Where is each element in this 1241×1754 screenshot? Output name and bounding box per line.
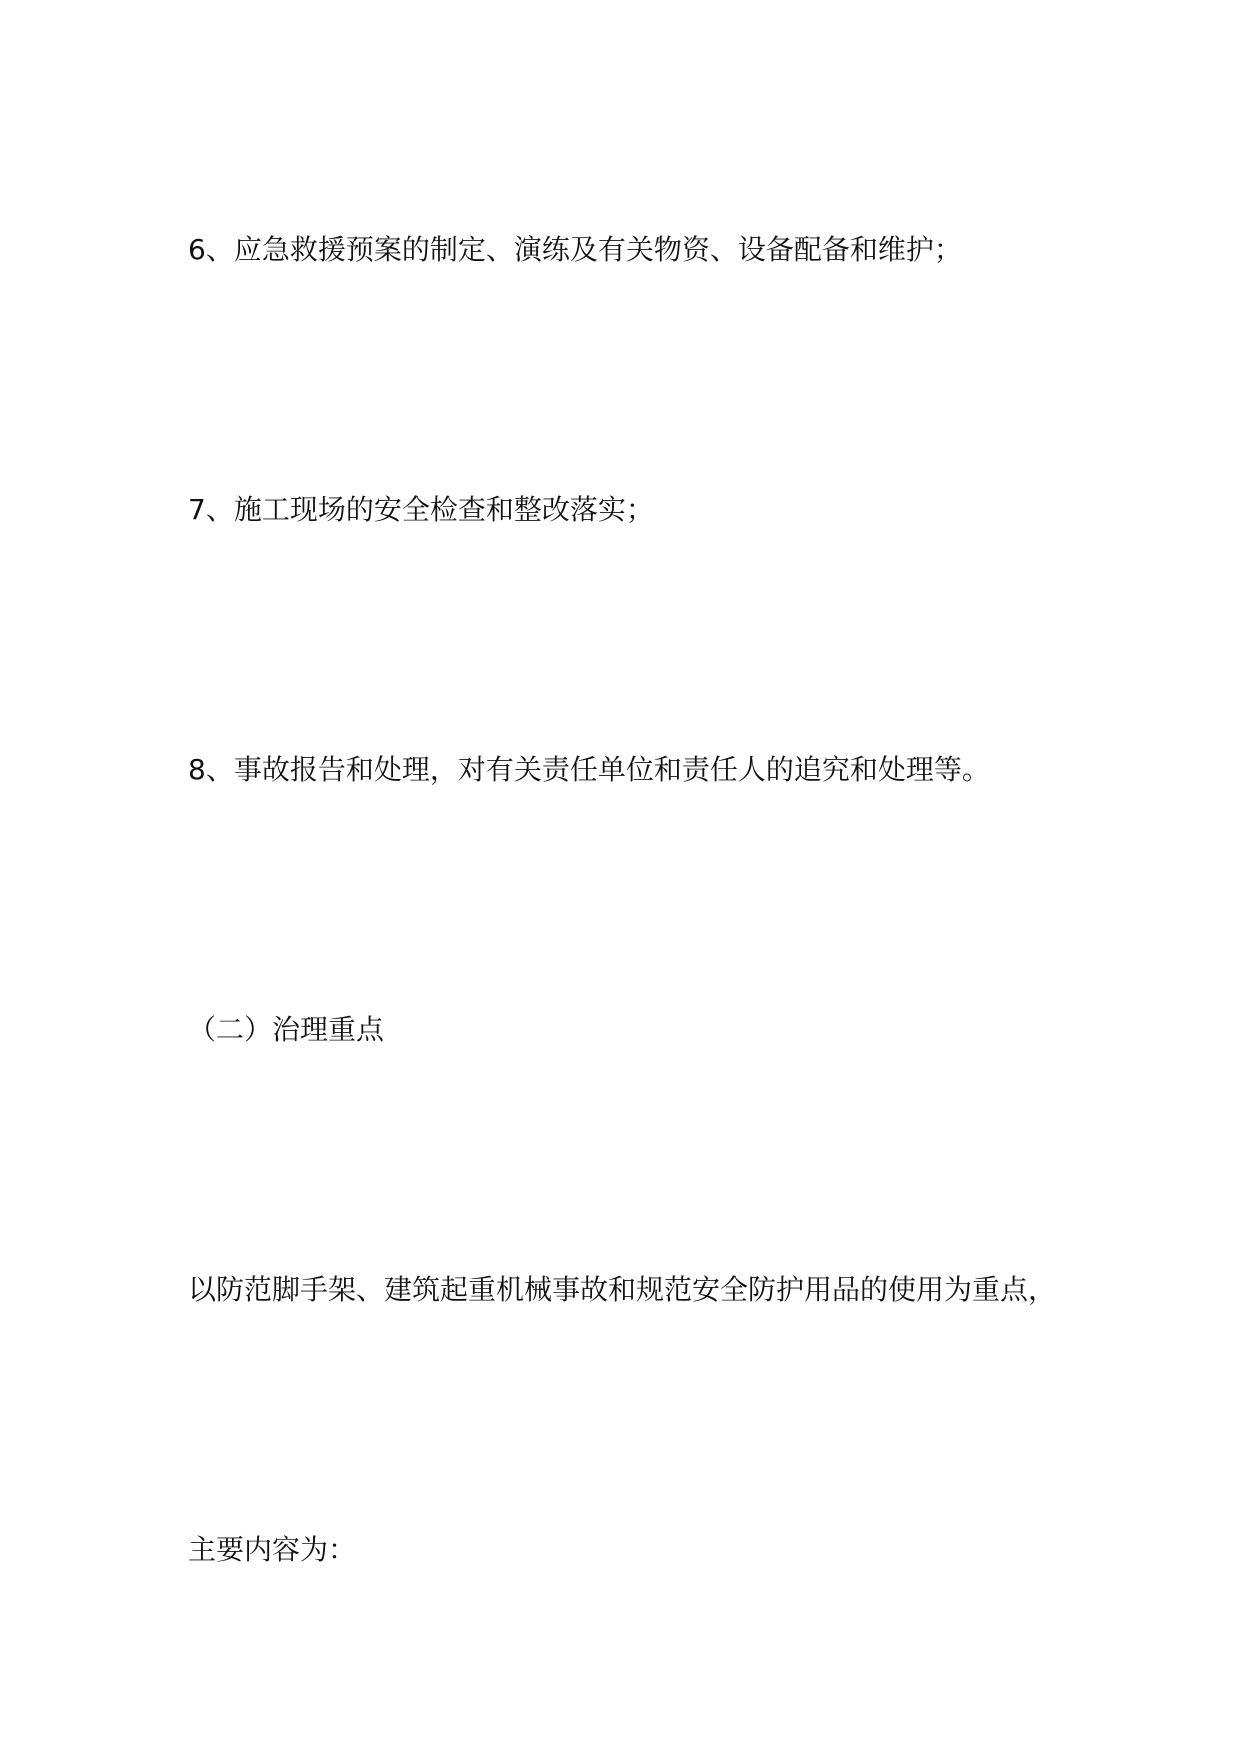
list-item-6: 6、应急救援预案的制定、演练及有关物资、设备配备和维护； [188, 233, 962, 266]
list-item-8: 8、事故报告和处理，对有关责任单位和责任人的追究和处理等。 [188, 753, 990, 786]
list-item-7: 7、施工现场的安全检查和整改落实； [188, 493, 654, 526]
body-paragraph-lead: 主要内容为： [188, 1533, 357, 1566]
section-heading: （二）治理重点 [188, 1013, 385, 1046]
body-paragraph: 以防范脚手架、建筑起重机械事故和规范安全防护用品的使用为重点， [188, 1273, 1057, 1306]
